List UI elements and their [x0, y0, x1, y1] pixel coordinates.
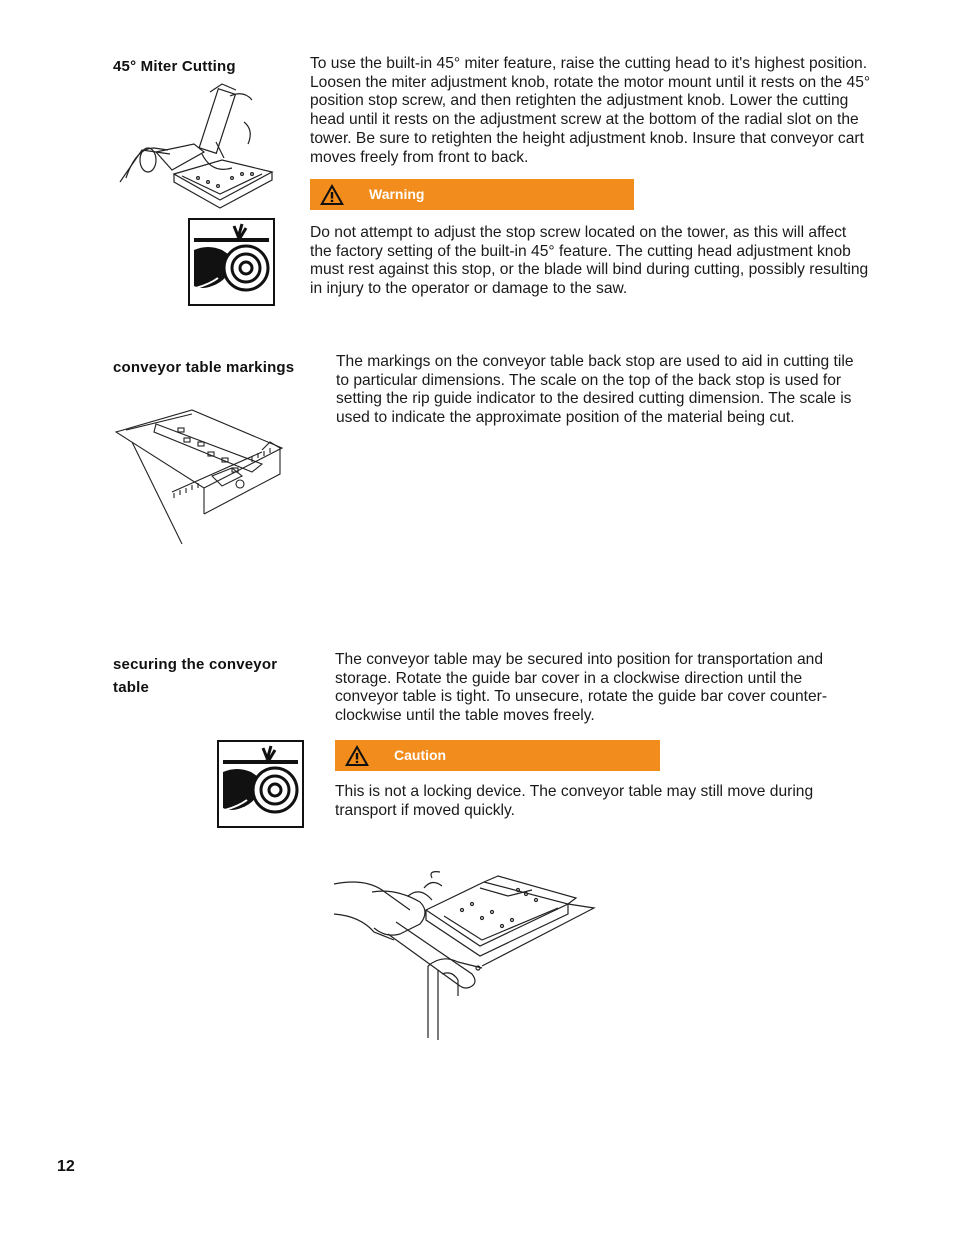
blade-hazard-icon	[188, 218, 275, 306]
conveyor-table-markings-illustration	[112, 402, 284, 554]
page-number: 12	[57, 1158, 75, 1175]
caution-label: Caution	[394, 747, 447, 763]
miter-heading: 45° Miter Cutting	[113, 58, 236, 75]
markings-body: The markings on the conveyor table back stop are used to aid in cutting tile to particular dimensions. The scale on the top of the back stop is used for setting the rip guide indicator to the desired cutting dimension. The scale is used to indicate the approximate position of the material being cut.	[336, 353, 854, 427]
warning-label: Warning	[369, 186, 425, 202]
securing-conveyor-table-illustration	[332, 870, 596, 1042]
blade-hazard-icon	[217, 740, 304, 828]
markings-heading: conveyor table markings	[113, 359, 295, 376]
warning-triangle-icon	[319, 183, 345, 206]
securing-heading: securing the conveyor table	[113, 656, 278, 696]
warning-text: Do not attempt to adjust the stop screw located on the tower, as this will affect the factory setting of the built-in 45° feature. The cutting head adjustment knob must rest against this stop, or the blade will bind during cutting, possibly resulting in injury to the operator or damage to the saw.	[310, 224, 869, 298]
caution-banner	[335, 740, 660, 771]
warning-banner	[310, 179, 634, 210]
warning-triangle-icon	[344, 744, 370, 767]
securing-body: The conveyor table may be secured into position for transportation and storage. Rotate the guide bar cover in a clockwise direction until the conveyor table is tight. To unsecure, rotate the guide bar cover counter-clockwise until the table moves freely.	[335, 651, 828, 725]
miter-body: To use the built-in 45° miter feature, raise the cutting head to it's highest position. Loosen the miter adjustment knob, rotate the motor mount until it rests on the 45° position stop screw, and then retighten the adjustment knob. Lower the cutting head until it rests on the adjustment screw at the bottom of the radial slot on the tower. Be sure to retighten the height adjustment knob. Insure that conveyor cart moves freely from front to back.	[310, 55, 871, 166]
caution-text: This is not a locking device. The conveyor table may still move during transport if moved quickly.	[335, 783, 814, 819]
miter-saw-illustration	[112, 82, 284, 222]
